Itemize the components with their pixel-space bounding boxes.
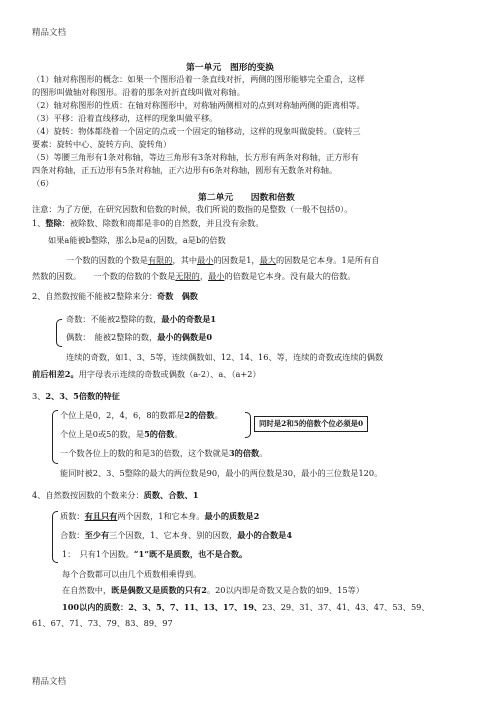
note-box: 同时是2和5的倍数个位必须是0 bbox=[254, 416, 368, 432]
unit2-note: 注意：为了方便，在研究因数和倍数的时候，我们所说的数指的是整数（一般不包括0）。 bbox=[32, 204, 353, 214]
criterion-2 bbox=[60, 409, 223, 421]
odd-even-brace bbox=[56, 319, 62, 347]
composite-label: 合数： bbox=[60, 530, 85, 540]
section-1-term: 整除 bbox=[45, 218, 62, 228]
criterion-3-end: 。 bbox=[259, 448, 268, 458]
consecutive-diff: 前后相差2。 bbox=[32, 369, 79, 379]
consecutive-formula: 用字母表示连续的奇数或偶数（a-2）、a、（a+2） bbox=[78, 369, 261, 379]
prime-definition bbox=[60, 510, 259, 522]
unit1-p4a: （4）旋转：物体都绕着一个固定的点或一个固定的轴移动，这样的现象叫做旋转。（旋转三 bbox=[32, 126, 361, 136]
factor-line-1 bbox=[66, 254, 379, 266]
section-1-text: ：被除数、除数和商都是非0的自然数，并且没有余数。 bbox=[61, 218, 264, 228]
unit1-p6: （6） bbox=[32, 178, 54, 188]
multiple-text: 的倍数是它本身。没有最大的倍数。 bbox=[224, 271, 356, 281]
unit1-p2: （2）轴对称图形的性质：在轴对称图形中，对称轴两侧相对的点到对称轴两侧的距离相等。 bbox=[32, 100, 365, 110]
section-4 bbox=[32, 489, 198, 501]
criterion-all: 能同时被2、3、5整除的最大的两位数是90，最小的两位数是30，最小的三位数是120。 bbox=[60, 468, 383, 478]
even-min: 最小的偶数是0 bbox=[157, 332, 213, 342]
criterion-3 bbox=[60, 447, 267, 459]
multiple-underlined: 最小 bbox=[208, 271, 225, 281]
one-note: “1”既不是质数，也不是合数。 bbox=[133, 549, 248, 559]
primes-rest: 23、29、31、37、41、43、47、53、59、 bbox=[262, 602, 430, 612]
factor-text: 的因数是1， bbox=[213, 255, 260, 265]
factor-text: 的因数是它本身。1是所有自 bbox=[275, 255, 380, 265]
composite-text: 三个因数，1、它本身、别的因数， bbox=[109, 530, 238, 540]
section-2-text: 2、自然数按能不能被2整除来分： bbox=[32, 291, 158, 301]
even-prime-text: 在自然数中， bbox=[62, 585, 112, 595]
section-1 bbox=[32, 217, 264, 229]
unit1-p4b: 要素：旋转中心、旋转方向、旋转角） bbox=[32, 139, 172, 149]
primes-bold: 100以内的质数：2、3、5、7、11、13、17、19、 bbox=[62, 602, 263, 612]
section-3-title: 2、3、5倍数的特征 bbox=[45, 391, 120, 401]
criterion-5-end: 。 bbox=[174, 429, 183, 439]
unit1-p5b: 四条对称轴，正五边形有5条对称轴，正六边形有6条对称轴，圆形有无数条对称轴。 bbox=[32, 165, 338, 175]
even-prime-rest: 。20以内即是奇数又是合数的如9、15等） bbox=[206, 585, 364, 595]
unit1-p5a: （5）等腰三角形有1条对称轴，等边三角形有3条对称轴，长方形有两条对称轴，正方形有 bbox=[32, 152, 359, 162]
page-footer: 精品文档 bbox=[32, 677, 67, 687]
even-prime-line bbox=[62, 584, 364, 596]
consecutive-line-1: 连续的奇数，如1、3、5等，连续偶数如、12、14、16、等，连续的奇数或连续的偶数 bbox=[66, 352, 384, 362]
one-text: 1： 只有1个因数。 bbox=[62, 549, 134, 559]
consecutive-line-2 bbox=[32, 368, 261, 380]
multiple-underlined: 无限的 bbox=[175, 271, 200, 281]
criterion-5-text: 个位上是0或5的数，是 bbox=[60, 429, 145, 439]
odd-definition bbox=[66, 313, 216, 325]
criteria-right-brace bbox=[245, 412, 251, 438]
criterion-2-text: 个位上是0，2，4，6，8的数都是 bbox=[60, 410, 185, 420]
section-2-terms: 奇数 偶数 bbox=[157, 291, 198, 301]
page-header: 精品文档 bbox=[32, 28, 67, 38]
section-1-number: 1、 bbox=[32, 218, 46, 228]
odd-text: 奇数：不能被2整除的数， bbox=[66, 314, 162, 324]
section-4-terms: 质数、合数、1 bbox=[143, 490, 199, 500]
factor-underlined: 最小 bbox=[197, 255, 214, 265]
prime-text: 两个因数，1和它本身。 bbox=[117, 511, 205, 521]
unit2-title: 第二单元 因数和倍数 bbox=[198, 193, 295, 203]
criterion-2-end: 。 bbox=[214, 410, 223, 420]
factor-underlined: 有限的 bbox=[147, 255, 173, 265]
prime-label: 质数： bbox=[60, 511, 85, 521]
section-2 bbox=[32, 290, 198, 302]
criterion-5 bbox=[60, 428, 183, 440]
section-4-text: 4、自然数按因数的个数来分： bbox=[32, 490, 144, 500]
composite-definition bbox=[60, 529, 292, 541]
criteria-brace bbox=[52, 410, 58, 464]
section-3-number: 3、 bbox=[32, 391, 46, 401]
composite-emphasis: 至少有 bbox=[84, 530, 110, 540]
criterion-3-text: 一个数各位上的数的和是3的倍数，这个数就是 bbox=[60, 448, 229, 458]
even-definition bbox=[66, 331, 212, 343]
unit1-title: 第一单元 图形的变换 bbox=[186, 63, 274, 73]
criterion-2-term: 2的倍数 bbox=[184, 410, 215, 420]
primes-line-2: 61、67、71、73、79、83、89、97 bbox=[32, 618, 173, 628]
number-types-brace bbox=[52, 511, 58, 563]
factor-text: ，其中 bbox=[172, 255, 198, 265]
unit1-p1a: （1）轴对称图形的概念：如果一个图形沿着一条直线对折，两侧的图形能够完全重合，这样 bbox=[32, 74, 365, 84]
prime-min: 最小的质数是2 bbox=[204, 511, 260, 521]
factor-line-2 bbox=[32, 270, 355, 282]
composite-min: 最小的合数是4 bbox=[237, 530, 293, 540]
primes-line-1 bbox=[62, 601, 430, 613]
criterion-3-term: 3的倍数 bbox=[228, 448, 260, 458]
every-composite: 每个合数都可以由几个质数相乘得到。 bbox=[62, 569, 202, 579]
factor-underlined: 最大 bbox=[259, 255, 276, 265]
section-1-example: 如果a能被b整除，那么b是a的因数，a是b的倍数 bbox=[48, 235, 226, 245]
unit1-p1b: 的图形叫做轴对称图形。沿着的那条对折直线叫做对称轴。 bbox=[32, 87, 245, 97]
one-definition bbox=[62, 548, 247, 560]
section-3 bbox=[32, 390, 120, 402]
multiple-text: ， bbox=[199, 271, 209, 281]
even-text: 偶数： 能被2整除的数， bbox=[66, 332, 158, 342]
criterion-5-term: 5的倍数 bbox=[144, 429, 175, 439]
odd-min: 最小的奇数是1 bbox=[161, 314, 217, 324]
factor-text: 一个数的因数的个数是 bbox=[66, 255, 148, 265]
prime-emphasis: 有且只有 bbox=[84, 511, 118, 521]
multiple-text: 然数的因数。 一个数的倍数的个数是 bbox=[32, 271, 176, 281]
even-prime-emphasis: 既是偶数又是质数的只有2 bbox=[111, 585, 207, 595]
unit1-p3: （3）平移：沿着直线移动，这样的现象叫做平移。 bbox=[32, 113, 218, 123]
